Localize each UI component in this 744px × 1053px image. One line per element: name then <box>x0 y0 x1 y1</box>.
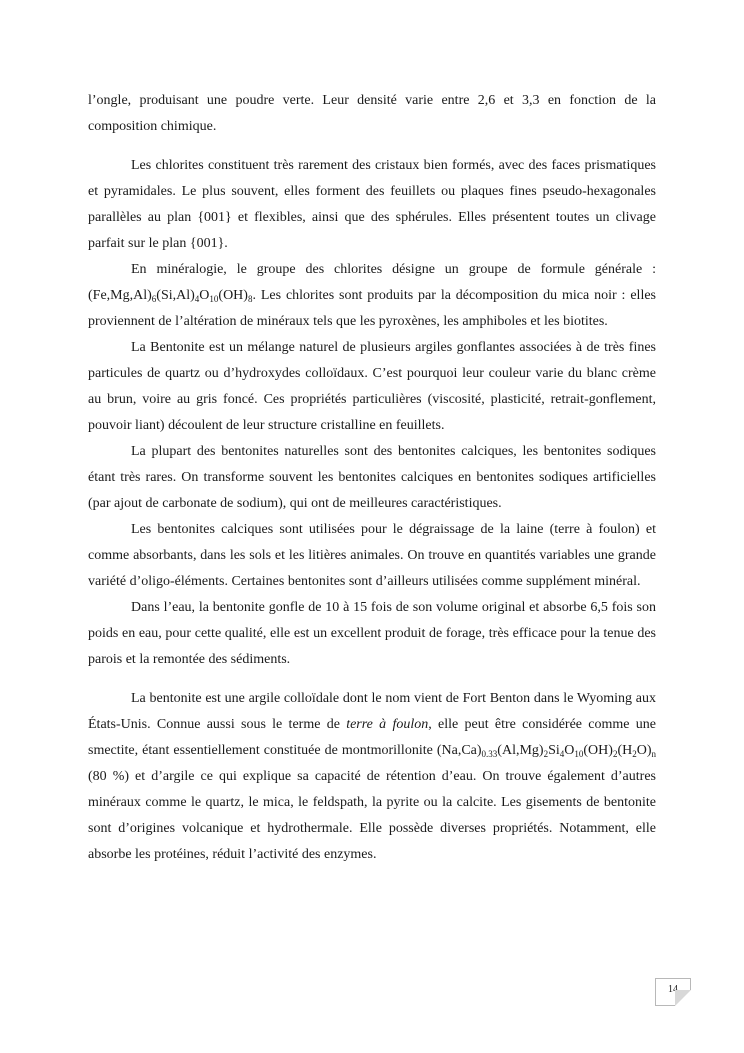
paragraph-2: Les chlorites constituent très rarement des cristaux bien formés, avec des faces prismatiques et pyramidales. Le plus souvent, elles forment des feuillets ou plaques fines pseudo-hexagonales parallèles au plan {001} et flexibles, ainsi que des sphérules. Elles présentent toutes un clivage parfait sur le plan {001}. <box>88 158 656 251</box>
paragraph-1: l’ongle, produisant une poudre verte. Leur densité varie entre 2,6 et 3,3 en fonction de la composition chimique. <box>88 93 656 134</box>
paragraph-8: La bentonite est une argile colloïdale dont le nom vient de Fort Benton dans le Wyoming aux États-Unis. Connue aussi sous le terme de terre à foulon, elle peut être considérée comme une smectite, étant essentiellement constituée de montmorillonite $(Na,Ca)_{0.33}(Al,Mg)_2Si_4O_{10}(OH)_2(H_2O)_n$ (80 %) et d’argile ce qui explique sa capacité de rétention d’eau. On trouve également d’autres minéraux comme le quartz, le mica, le feldspath, la pyrite ou la calcite. Les gisements de bentonite sont d’origines volcanique et hydrothermale. Elle possède diverses propriétés. Notamment, elle absorbe les protéines, réduit l’activité des enzymes. <box>88 691 656 862</box>
document-body <box>88 88 656 868</box>
paragraph-4: La Bentonite est un mélange naturel de plusieurs argiles gonflantes associées à de très fines particules de quartz ou d’hydroxydes colloïdaux. C’est pourquoi leur couleur varie du blanc crème au brun, voire au gris foncé. Ces propriétés particulières (viscosité, plasticité, retrait-gonflement, pouvoir liant) découlent de leur structure cristalline en feuillets. <box>88 340 656 433</box>
paragraph-6: Les bentonites calciques sont utilisées pour le dégraissage de la laine (terre à foulon) et comme absorbants, dans les sols et les litières animales. On trouve en quantités variables une grande variété d’oligo-éléments. Certaines bentonites sont d’ailleurs utilisées comme supplément minéral. <box>88 522 656 589</box>
paragraph-3: En minéralogie, le groupe des chlorites désigne un groupe de formule générale : $(Fe,Mg,Al)_6(Si,Al)_4O_{10}(OH)_8$. Les chlorites sont produits par la décomposition du mica noir : elles proviennent de l’altération de minéraux tels que les pyroxènes, les amphiboles et les biotites. <box>88 262 656 329</box>
paragraph-7: Dans l’eau, la bentonite gonfle de 10 à 15 fois de son volume original et absorbe 6,5 fois son poids en eau, pour cette qualité, elle est un excellent produit de forage, très efficace pour la tenue des parois et la remontée des sédiments. <box>88 600 656 667</box>
paragraph-5: La plupart des bentonites naturelles sont des bentonites calciques, les bentonites sodiques étant très rares. On transforme souvent les bentonites calciques en bentonites sodiques artificielles (par ajout de carbonate de sodium), qui ont de meilleures caractéristiques. <box>88 444 656 511</box>
page-number: 14 <box>655 978 691 1006</box>
